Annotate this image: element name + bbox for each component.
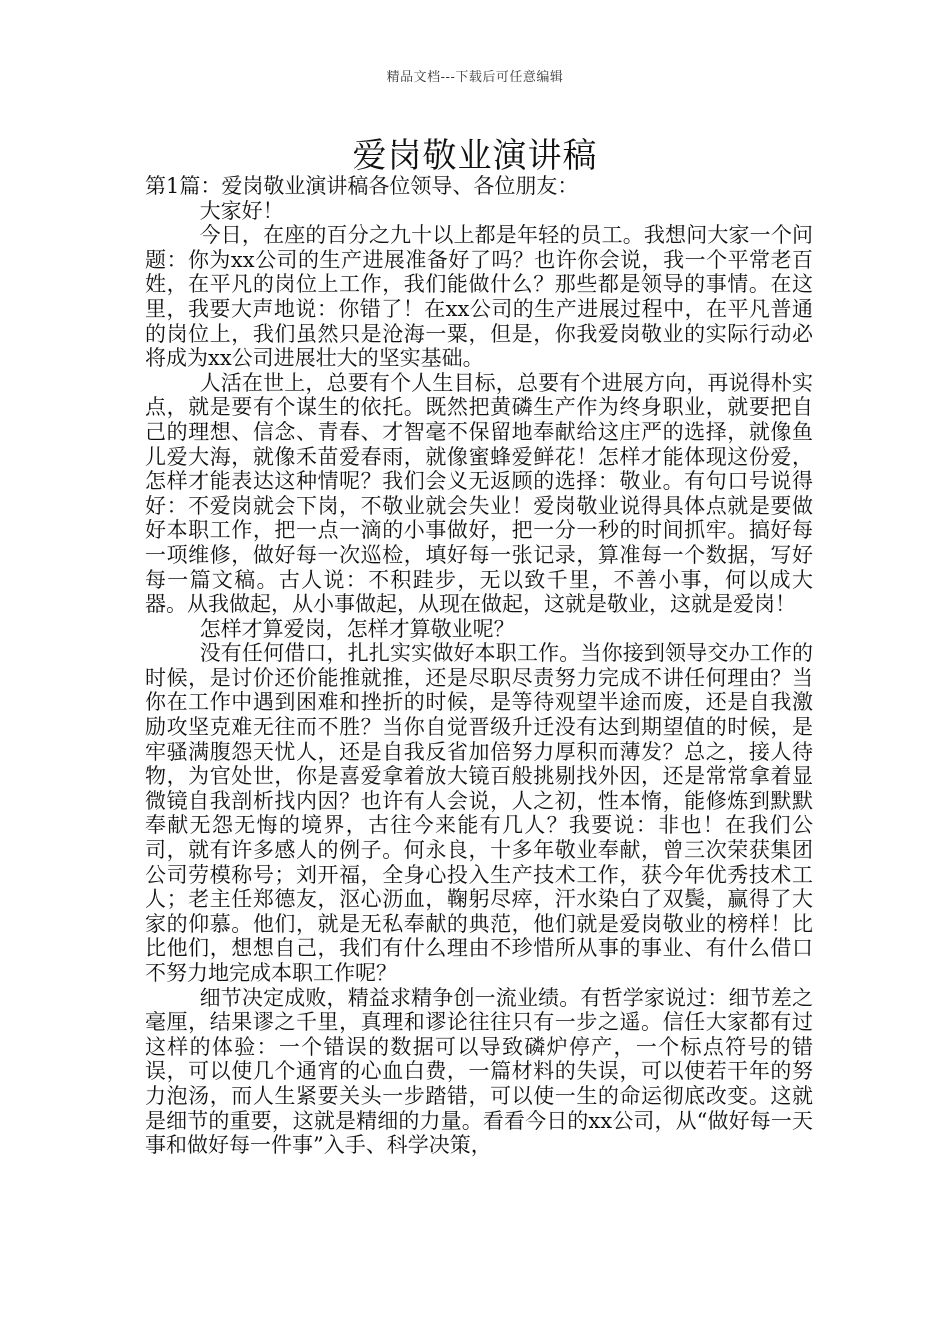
document-title: 爱岗敬业演讲稿 xyxy=(352,136,598,176)
paragraph-2: 人活在世上，总要有个人生目标，总要有个进展方向，再说得朴实点，就是要有个谋生的依托。既然把黄磷生产作为终身职业，就要把自己的理想、信念、青春、才智毫不保留地奉献给这庄严的选择，就像鱼儿爱大海，就像禾苗爱春雨，就像蜜蜂爱鲜花！怎样才能体现这份爱，怎样才能表达这种情呢？我们会义无返顾的选择：敬业。有句口号说得好：不爱岗就会下岗，不敬业就会失业！爱岗敬业说得具体点就是要做好本职工作，把一点一滴的小事做好，把一分一秒的时间抓牢。搞好每一项维修，做好每一次巡检，填好每一张记录，算准每一个数据，写好每一篇文稿。古人说：不积跬步，无以致千里，不善小事，何以成大器。从我做起，从小事做起，从现在做起，这就是敬业，这就是爱岗！ xyxy=(145,370,813,617)
paragraph-1: 今日，在座的百分之九十以上都是年轻的员工。我想问大家一个问题：你为xx公司的生产进展准备好了吗？也许你会说，我一个平常老百姓，在平凡的岗位上工作，我们能做什么？那些都是领导的事情。在这里，我要大声地说：你错了！在xx公司的生产进展过程中，在平凡普通的岗位上，我们虽然只是沧海一粟，但是，你我爱岗敬业的实际行动必将成为xx公司进展壮大的坚实基础。 xyxy=(145,223,813,371)
paragraph-greeting: 大家好！ xyxy=(199,198,284,223)
section-heading: 第1篇：爱岗敬业演讲稿各位领导、各位朋友： xyxy=(145,174,579,198)
page-header: 精品文档---下载后可任意编辑 xyxy=(386,70,564,85)
paragraph-5: 细节决定成败，精益求精争创一流业绩。有哲学家说过：细节差之毫厘，结果谬之千里，真理和谬论往往只有一步之遥。信任大家都有过这样的体验：一个错误的数据可以导致磷炉停产，一个标点符号的错误，可以使几个通宵的心血白费，一篇材料的失误，可以使若干年的努力泡汤，而人生紧要关头一步踏错，可以使一生的命运彻底改变。这就是细节的重要，这就是精细的力量。看看今日的xx公司，从“做好每一天事和做好每一件事”入手、科学决策， xyxy=(145,985,813,1158)
document-body xyxy=(145,174,813,1158)
paragraph-3: 怎样才算爱岗，怎样才算敬业呢？ xyxy=(199,616,515,641)
paragraph-4: 没有任何借口，扎扎实实做好本职工作。当你接到领导交办工作的时候，是讨价还价能推就推，还是尽职尽责努力完成不讲任何理由？当你在工作中遇到困难和挫折的时候，是等待观望半途而废，还是自我激励攻坚克难无往而不胜？当你自觉晋级升迁没有达到期望值的时候，是牢骚满腹怨天忧人，还是自我反省加倍努力厚积而薄发？总之，接人待物，为官处世，你是喜爱拿着放大镜百般挑剔找外因，还是常常拿着显微镜自我剖析找内因？也许有人会说，人之初，性本惰，能修炼到默默奉献无怨无悔的境界，古往今来能有几人？我要说：非也！在我们公司，就有许多感人的例子。何永良，十多年敬业奉献，曾三次荣获集团公司劳模称号；刘开福，全身心投入生产技术工作，获今年优秀技术工人；老主任郑德友，沤心沥血，鞠躬尽瘁，汗水染白了双鬓，赢得了大家的仰慕。他们，就是无私奉献的典范，他们就是爱岗敬业的榜样！比比他们，想想自己，我们有什么理由不珍惜所从事的事业、有什么借口不努力地完成本职工作呢？ xyxy=(145,641,813,985)
